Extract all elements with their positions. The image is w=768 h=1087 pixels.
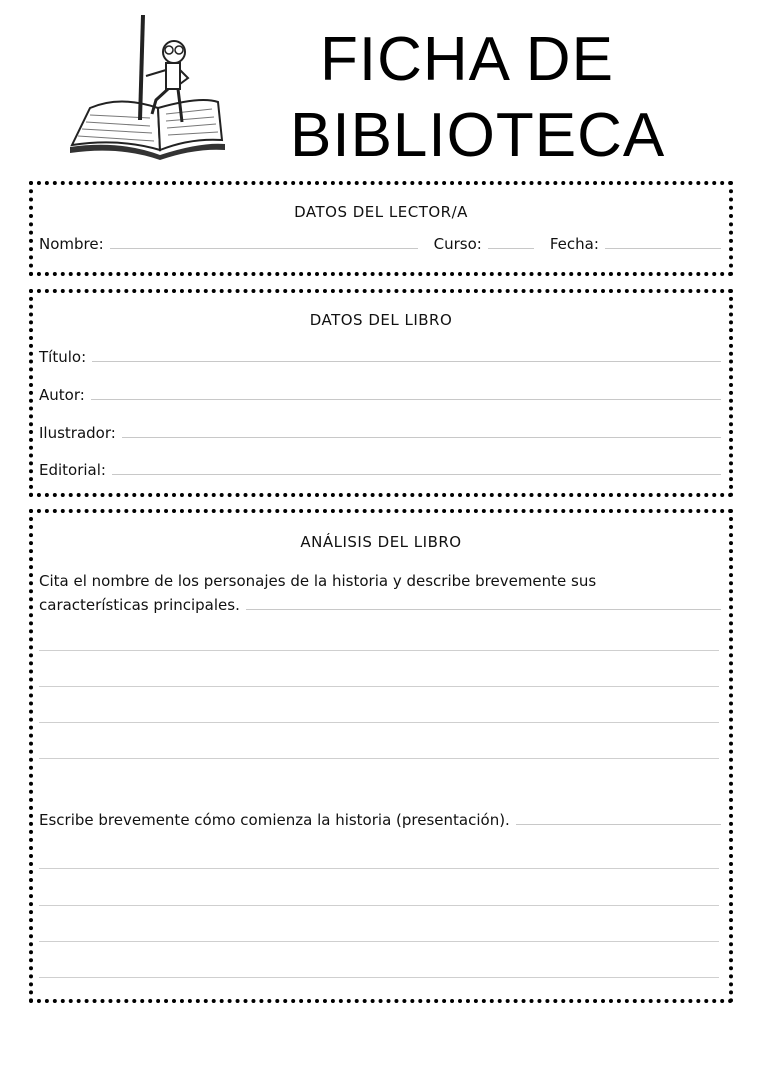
editorial-row [39, 461, 721, 479]
titulo-row [39, 348, 721, 366]
characters-answer-line-3[interactable] [39, 722, 719, 723]
autor-label: Autor: [39, 386, 85, 404]
nombre-field[interactable] [110, 247, 418, 249]
curso-label: Curso: [433, 235, 482, 253]
page-title [290, 22, 665, 174]
characters-answer-line-1[interactable] [39, 650, 719, 651]
ilustrador-row [39, 424, 721, 442]
section-title-reader: DATOS DEL LECTOR/A [294, 203, 468, 221]
boy-with-pen-on-open-book-icon [60, 10, 260, 170]
question-characters-row [39, 596, 721, 614]
autor-field[interactable] [91, 398, 721, 400]
question-characters-line1: Cita el nombre de los personajes de la historia y describe brevemente sus [39, 572, 597, 590]
titulo-label: Título: [39, 348, 87, 366]
reader-section [29, 181, 733, 276]
fecha-label: Fecha: [549, 235, 599, 253]
beginning-answer-line-4[interactable] [39, 977, 719, 978]
title-line-1: FICHA DE [320, 25, 614, 94]
beginning-answer-line-3[interactable] [39, 941, 719, 942]
editorial-label: Editorial: [39, 461, 106, 479]
curso-field[interactable] [488, 247, 534, 249]
ilustrador-label: Ilustrador: [39, 424, 116, 442]
titulo-field[interactable] [92, 360, 721, 362]
header [0, 0, 768, 175]
section-title-analysis: ANÁLISIS DEL LIBRO [300, 533, 462, 551]
fecha-field[interactable] [605, 247, 721, 249]
title-line-2: BIBLIOTECA [290, 101, 666, 170]
beginning-answer-line-2[interactable] [39, 905, 719, 906]
characters-answer-line-4[interactable] [39, 758, 719, 759]
section-title-book: DATOS DEL LIBRO [309, 311, 453, 329]
autor-row [39, 386, 721, 404]
characters-answer-line-2[interactable] [39, 686, 719, 687]
beginning-answer-line-1[interactable] [39, 868, 719, 869]
question-beginning-text: Escribe brevemente cómo comienza la historia (presentación). [39, 811, 510, 829]
ilustrador-field[interactable] [122, 436, 721, 438]
editorial-field[interactable] [112, 473, 721, 475]
book-section [29, 289, 733, 497]
reader-fields-row [39, 235, 721, 253]
nombre-label: Nombre: [39, 235, 104, 253]
question-beginning-row [39, 811, 721, 829]
beginning-answer-line-0[interactable] [516, 823, 721, 825]
analysis-section [29, 509, 733, 1003]
characters-answer-line-0[interactable] [246, 608, 721, 610]
question-characters-line2: características principales. [39, 596, 240, 614]
